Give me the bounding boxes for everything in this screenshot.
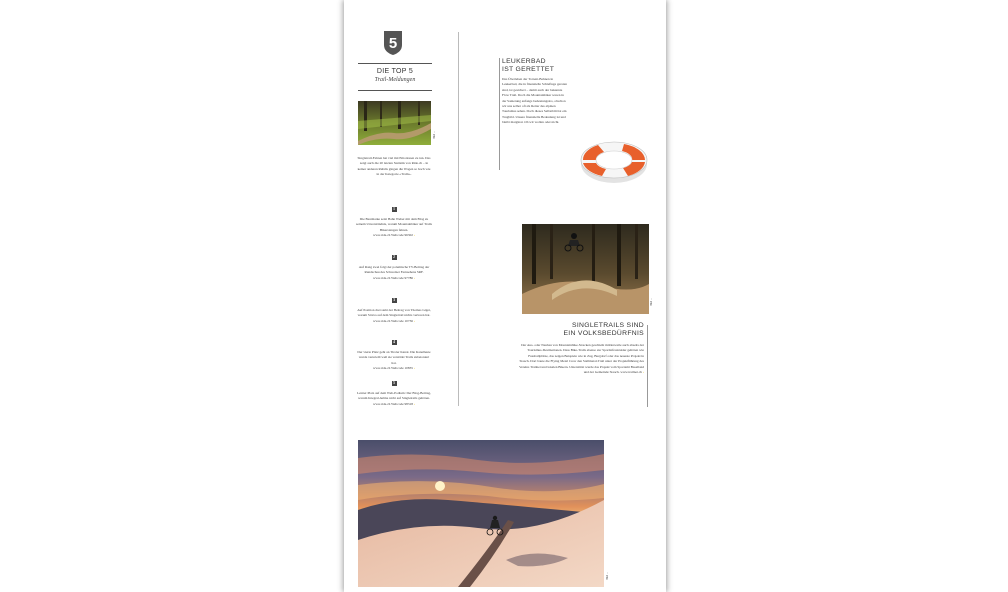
sidebar-subtitle: Trail-Meldungen	[374, 77, 416, 83]
top5-item-4	[356, 330, 432, 372]
top5-item-5	[356, 371, 432, 407]
lifebuoy-icon	[578, 138, 650, 186]
leukerbad-heading-line2: IST GERETTET	[502, 66, 555, 73]
arrow-icon: ›	[413, 366, 415, 371]
item-webcode-link[interactable]: www.ride.ch Webcode 10736	[373, 318, 413, 323]
sidebar-title: DIE TOP 5	[376, 68, 414, 75]
number-five-badge-icon	[382, 30, 404, 56]
leukerbad-heading	[502, 58, 582, 74]
rank-number: 5	[393, 381, 395, 385]
volksbeduerfnis-side-rule	[647, 325, 648, 407]
magazine-page	[344, 0, 666, 592]
bike-jump-forest-photo	[522, 224, 649, 314]
sidebar-bottom-rule	[358, 90, 432, 91]
volksbeduerfnis-heading-line1: SINGLETRAILS SIND	[572, 322, 644, 329]
item-webcode-link[interactable]: www.ride.ch Webcode 10835	[373, 366, 413, 371]
leukerbad-body: Das Überleben der Torrent-Bahnen in Leukerbad, die in finanzielle Schieflage geraten sind, ist gesichert – damit auch der bekannte Flow Trail. Doch die Mountainbiker waren in der Sanierung anfangs bedeutungslos, obschon wir uns selber oft als Retter des alpinen Tourismus sehen. Doch dieses Selbstbild ist ein Trugbild. Unsere finanzielle Bedeutung ist und bleibt marginal. Ob wir wollen oder nicht.	[502, 77, 567, 125]
arrow-icon: ›	[413, 401, 415, 406]
top5-item-2	[356, 245, 432, 281]
sunset-mountain-rider-photo	[358, 440, 604, 587]
leukerbad-side-rule	[499, 58, 500, 170]
item-text: Auf Rang zwei folgt der polemische TV-Beitrag der Rundschau des Schweizer Fernsehens SRF.	[358, 265, 430, 275]
rank-number: 3	[393, 298, 395, 302]
item-webcode-link[interactable]: www.ride.ch Webcode 96302	[373, 233, 413, 238]
top5-item-1	[356, 197, 432, 239]
arrow-icon: ›	[642, 370, 644, 375]
arrow-icon: ›	[413, 233, 415, 238]
item-text: Auf Position drei steht der Beitrag von Thomas Giger, warum Strava auf dem Singletrail nichts verloren hat.	[357, 308, 431, 318]
sidebar-top-rule	[358, 63, 432, 64]
rank-number: 1	[393, 207, 395, 211]
volksbeduerfnis-body	[518, 343, 644, 375]
sunset-photo-credit: Bild: ...	[606, 572, 609, 580]
top5-item-3	[356, 288, 432, 324]
sidebar-intro: Singletrail-Fahren hat viel mit Emotionen zu tun. Das zeigt auch die 20 letzten Statistik von Ride.ch – in keiner anderen Rubrik gingen die Wogen so hoch wie in der Kategorie «Trails».	[357, 156, 431, 177]
arrow-icon: ›	[413, 275, 415, 280]
item-webcode-link[interactable]: www.ride.ch Webcode 97786	[373, 275, 413, 280]
arrow-icon: ›	[413, 318, 415, 323]
item-webcode-link[interactable]: www.ride.ch Webcode 98318	[373, 401, 413, 406]
volksbeduerfnis-heading-line2: EIN VOLKSBEDÜRFNIS	[563, 330, 644, 337]
item-text: Die Bestmarke setzt Bahn Weber mit dem Blog zu seinem Unverständnis, warum Mountainbiker auf Trails Bikerstangen fahren.	[356, 217, 432, 232]
volksbeduerfnis-heading	[544, 322, 644, 338]
forest-trail-photo	[358, 101, 431, 145]
leukerbad-heading-line1: LEUKERBAD	[502, 58, 546, 65]
volksbeduerfnis-text: Der Aus- oder Neubau von Mountainbike-Strecken geschieht mittlerweile auch abseits der Tourismus-Destinationen. Dass Bike-Trails ebenso zur Sportinfrastruktur gehören wie Fussballplätze, das zeigen Beispiele wie in Zug, Burgdorf oder das neueste Projekt in Staach. Dort baute die Flying Metal Crew den Stallmetal-Trail unter der Projektführung des Vereins Trailnet und lokalen Bikern. Unterstützt wurde das Projekt vom Sportamt Baselland und der Gemeinde Staach.	[519, 343, 644, 375]
forest-photo-credit: Bild: ...	[433, 131, 436, 139]
rank-number: 4	[393, 340, 395, 344]
rank-number: 2	[393, 255, 395, 259]
item-text: Der vierte Platz geht an Tiroler Kanal. Die Kanalleute wurde verurteilt weil sie verstärkt Trails zubetoniert hat.	[357, 350, 431, 365]
bike-jump-photo-credit: Bild: ...	[650, 298, 653, 306]
item-text: Letzter Platz auf dem Web-Podium: Der Blog-Beitrag, warum Integral-helme nicht auf Singletrails gehören.	[357, 391, 431, 401]
column-divider	[458, 32, 459, 406]
badge-number: 5	[388, 35, 398, 52]
trailnet-link[interactable]: www.trailnet.ch	[620, 370, 642, 375]
